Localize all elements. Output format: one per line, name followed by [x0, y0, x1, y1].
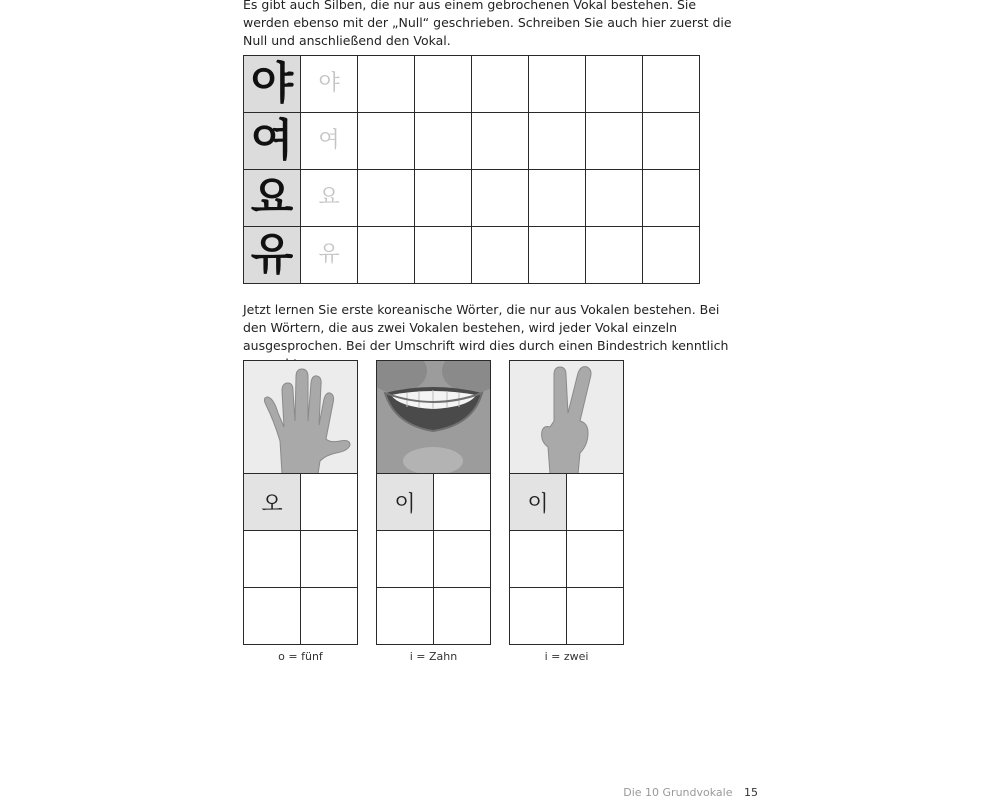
writing-cell[interactable]: [301, 474, 358, 531]
model-syllable: 야: [250, 58, 294, 109]
word-card-two: [509, 360, 624, 663]
intro-paragraph: Es gibt auch Silben, die nur aus einem gebrochenen Vokal bestehen. Sie werden ebenso mit der „Null“ geschrieben. Schreiben Sie auch hier zuerst die Null und anschließend den Vokal.: [243, 0, 732, 48]
word-caption: i = zwei: [544, 650, 589, 663]
writing-cell[interactable]: [244, 531, 301, 588]
writing-cell[interactable]: [529, 170, 586, 227]
model-syllable: 여: [250, 115, 294, 166]
model-syllable: 유: [250, 229, 294, 280]
writing-cell[interactable]: [472, 170, 529, 227]
trace-syllable: 유: [318, 242, 340, 267]
writing-cell[interactable]: [586, 56, 643, 113]
writing-cell[interactable]: [301, 531, 358, 588]
footer-section-title: Die 10 Grundvokale: [623, 786, 733, 799]
writing-cell[interactable]: [301, 588, 358, 645]
writing-cell[interactable]: [377, 588, 434, 645]
writing-cell[interactable]: [643, 113, 700, 170]
writing-cell[interactable]: [529, 56, 586, 113]
trace-syllable: 여: [318, 128, 340, 153]
writing-cell[interactable]: [567, 531, 624, 588]
practice-row: [244, 170, 700, 227]
page-footer: [623, 786, 758, 799]
smile-teeth-icon: [377, 361, 490, 473]
hand-five-photo: [243, 360, 358, 473]
letter-cell: [244, 474, 301, 531]
trace-cell[interactable]: [301, 227, 358, 284]
page-number: 15: [744, 786, 758, 799]
model-syllable: 요: [250, 172, 294, 223]
writing-cell[interactable]: [586, 113, 643, 170]
writing-cell[interactable]: [643, 227, 700, 284]
teeth-photo: [376, 360, 491, 473]
word-writing-grid: [376, 473, 491, 645]
trace-syllable: 요: [318, 185, 340, 210]
writing-cell[interactable]: [434, 531, 491, 588]
writing-cell[interactable]: [643, 170, 700, 227]
writing-cell[interactable]: [358, 227, 415, 284]
model-cell: [244, 56, 301, 113]
words-paragraph: Jetzt lernen Sie erste koreanische Wörter, die nur aus Vokalen bestehen. Bei den Wörtern, die aus zwei Vokalen bestehen, wird jeder Vokal einzeln ausgesprochen. Bei der Umschrift wird dies durch einen Bindestrich kenntlich: [243, 302, 729, 353]
word-letter: 이: [527, 491, 549, 517]
writing-cell[interactable]: [358, 170, 415, 227]
writing-cell[interactable]: [415, 170, 472, 227]
open-hand-icon: [244, 361, 357, 473]
trace-cell[interactable]: [301, 56, 358, 113]
writing-cell[interactable]: [472, 56, 529, 113]
writing-cell[interactable]: [510, 531, 567, 588]
word-writing-grid: [509, 473, 624, 645]
model-cell: [244, 227, 301, 284]
practice-row: [244, 56, 700, 113]
practice-grid: [243, 55, 700, 284]
victory-hand-photo: [509, 360, 624, 473]
writing-cell[interactable]: [377, 531, 434, 588]
writing-cell[interactable]: [472, 113, 529, 170]
writing-cell[interactable]: [434, 588, 491, 645]
trace-syllable: 야: [318, 71, 340, 96]
word-caption: o = fünf: [278, 650, 323, 663]
writing-cell[interactable]: [358, 56, 415, 113]
trace-cell[interactable]: [301, 170, 358, 227]
writing-cell[interactable]: [415, 56, 472, 113]
trace-cell[interactable]: [301, 113, 358, 170]
model-cell: [244, 170, 301, 227]
writing-cell[interactable]: [586, 170, 643, 227]
word-card-tooth: [376, 360, 491, 663]
practice-row: [244, 227, 700, 284]
practice-row: [244, 113, 700, 170]
writing-cell[interactable]: [567, 474, 624, 531]
writing-cell[interactable]: [529, 113, 586, 170]
writing-cell[interactable]: [472, 227, 529, 284]
word-letter: 이: [394, 491, 416, 517]
writing-cell[interactable]: [434, 474, 491, 531]
writing-cell[interactable]: [415, 113, 472, 170]
letter-cell: [377, 474, 434, 531]
word-letter: 오: [261, 491, 283, 517]
writing-cell[interactable]: [586, 227, 643, 284]
victory-hand-icon: [510, 361, 623, 473]
word-writing-grid: [243, 473, 358, 645]
writing-cell[interactable]: [643, 56, 700, 113]
word-caption: i = Zahn: [409, 650, 458, 663]
writing-cell[interactable]: [415, 227, 472, 284]
letter-cell: [510, 474, 567, 531]
model-cell: [244, 113, 301, 170]
writing-cell[interactable]: [567, 588, 624, 645]
writing-cell[interactable]: [510, 588, 567, 645]
writing-cell[interactable]: [244, 588, 301, 645]
word-card-five: [243, 360, 358, 663]
writing-cell[interactable]: [529, 227, 586, 284]
writing-cell[interactable]: [358, 113, 415, 170]
